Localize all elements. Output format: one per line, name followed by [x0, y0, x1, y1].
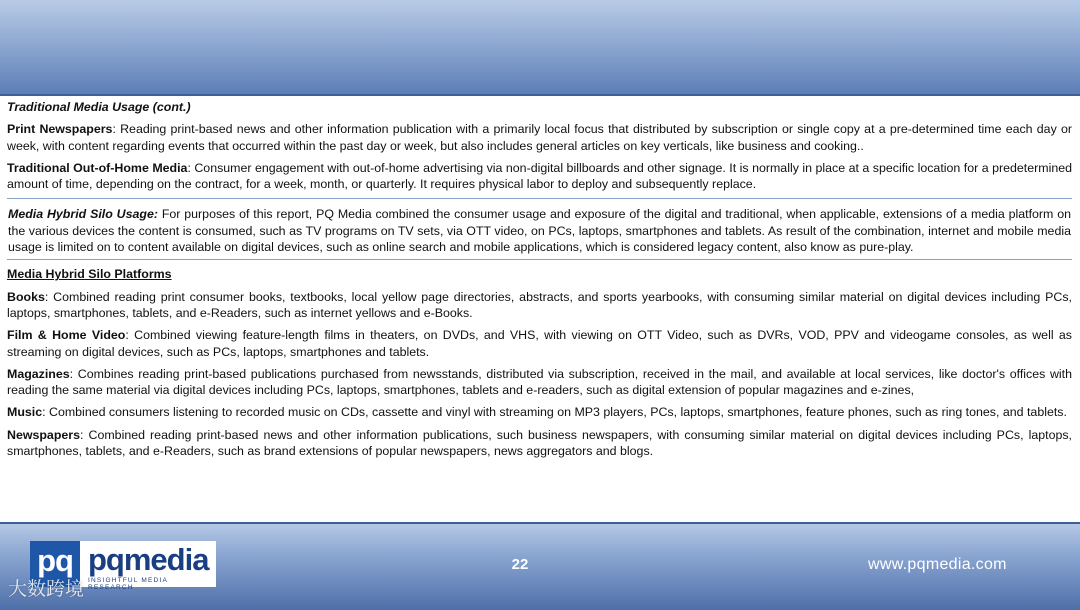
- watermark: 大数跨境: [8, 579, 85, 600]
- slide-content: [7, 99, 1072, 465]
- definition-term: Media Hybrid Silo Usage:: [8, 207, 158, 222]
- definition-text: : Combined reading print-based news and other information publications, such business newspapers, with consuming similar material on digital devices including PCs, laptops, smartphones, tablets, and e-Readers, such as brand extensions of popular newspapers, news aggregators and blogs.: [7, 427, 1072, 459]
- definition-text: : Consumer engagement with out-of-home advertising via non-digital billboards and other signage. It is normally in place at a specific location for a predetermined amount of time, depending on the contract, for a week, month, or quarterly. It requires physical labor to deploy and subsequently replace.: [7, 160, 1072, 192]
- definition-term: Traditional Out-of-Home Media: [7, 160, 188, 175]
- page-number: 22: [511, 556, 529, 573]
- website-url: www.pqmedia.com: [868, 556, 1007, 573]
- definition-text: : Combines reading print-based publications purchased from newsstands, distributed via subscription, received in the mail, and available at local services, like doctor's offices with reading the same material via digital devices including PCs, laptops, smartphones, tablets and e-readers, such as digital extension of popular magazines and e-zines,: [7, 366, 1072, 398]
- hybrid-usage-box: [7, 198, 1072, 260]
- definition-text: For purposes of this report, PQ Media combined the consumer usage and exposure of the digital and traditional, when applicable, extensions of a media platform on the various devices the content is consumed, such as TV programs on TV sets, via OTT video, on PCs, laptops, smartphones and tablets. As result of the combination, internet and mobile media usage is limited on to content available on digital devices, such as online search and mobile applications, which is considered legacy content, also know as pure-play.: [8, 207, 1071, 255]
- section-heading-traditional: Traditional Media Usage (cont.): [7, 100, 191, 114]
- definition-newspapers: [7, 427, 1072, 460]
- definition-text: : Reading print-based news and other information publication with a primarily local focus that distributed by subscription or single copy at a pre-determined time each day or week, with content regarding events that occurred within the past day or week, but also includes general articles on key verticals, like business and cooking..: [7, 122, 1072, 153]
- definition-term: Film & Home Video: [7, 328, 126, 343]
- definition-print-newspapers: [7, 121, 1072, 154]
- section-heading-platforms: Media Hybrid Silo Platforms: [7, 267, 172, 282]
- header-divider: [0, 94, 1080, 96]
- definition-magazines: [7, 366, 1072, 399]
- definition-term: Books: [7, 289, 45, 304]
- definition-term: Print Newspapers: [7, 122, 113, 137]
- definition-term: Magazines: [7, 366, 70, 381]
- definition-hybrid-usage: [8, 206, 1071, 255]
- logo-wordmark: pqmedia: [88, 542, 209, 577]
- logo-tagline: INSIGHTFUL MEDIA RESEARCH: [88, 577, 168, 591]
- logo-mark: pq: [30, 541, 80, 587]
- definition-books: [7, 289, 1072, 322]
- definition-text: : Combined reading print consumer books, textbooks, local yellow page directories, abstracts, and sports yearbooks, with consuming similar material on digital devices including PCs, laptops, smartphones, tablets, and e-Readers, such as internet yellows and e-Books.: [7, 289, 1072, 320]
- definition-out-of-home: [7, 160, 1072, 193]
- definition-music: [7, 404, 1072, 420]
- definition-term: Music: [7, 405, 43, 420]
- definition-text: : Combined viewing feature-length films in theaters, on DVDs, and VHS, with viewing on OTT Video, such as DVRs, VOD, PPV and videogame consoles, as well as streaming on digital devices, such as PCs, laptops, smartphones and tablets.: [7, 328, 1072, 359]
- definition-term: Newspapers: [7, 427, 81, 442]
- definition-text: : Combined consumers listening to recorded music on CDs, cassette and vinyl with streaming on MP3 players, PCs, laptops, smartphones, feature phones, such as ring tones, and tablets.: [42, 405, 1067, 420]
- header-banner: [0, 0, 1080, 94]
- definition-film-home-video: [7, 327, 1072, 360]
